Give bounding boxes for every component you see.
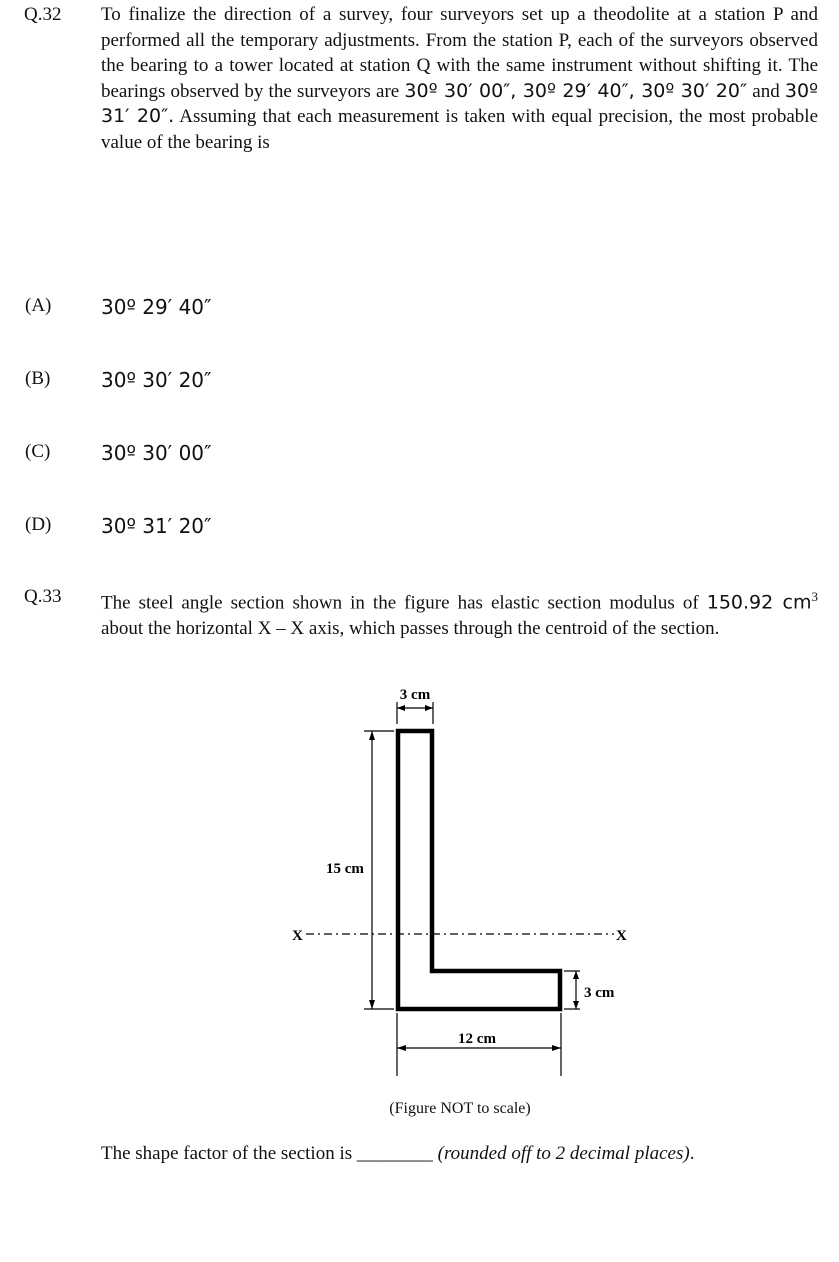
dim-flange-arrow-bottom — [573, 1001, 579, 1009]
dim-height-label: 15 cm — [326, 861, 364, 877]
axis-label-left: X — [292, 928, 303, 944]
dim-flange-arrow-top — [573, 971, 579, 979]
question-33-text-b: about the horizontal X – X axis, which passes through the centroid of the section. — [101, 617, 720, 639]
dim-width-label: 12 cm — [458, 1031, 496, 1047]
dim-top-arrow-left — [397, 705, 405, 711]
option-a-letter: (A) — [25, 295, 52, 316]
question-32-number: Q.32 — [24, 4, 62, 25]
dim-top-arrow-right — [425, 705, 433, 711]
option-a-value: 30º 29′ 40″ — [101, 295, 212, 319]
option-c-value: 30º 30′ 00″ — [101, 441, 212, 465]
answer-line — [101, 1143, 839, 1165]
question-32-bearings: 30º 30′ 00″, 30º 29′ 40″, 30º 30′ 20″ — [404, 79, 748, 102]
dim-width-arrow-left — [397, 1045, 406, 1051]
question-33-text-a: The steel angle section shown in the figure has elastic section modulus of — [101, 592, 699, 614]
figure-caption: (Figure NOT to scale) — [389, 1100, 531, 1117]
option-c-letter: (C) — [25, 441, 51, 462]
dim-top-label: 3 cm — [399, 687, 431, 703]
question-33-number: Q.33 — [24, 586, 62, 607]
option-b-value: 30º 30′ 20″ — [101, 368, 212, 392]
dim-top-3cm — [397, 702, 433, 724]
question-32-text-part2: Assuming that each measurement is taken with equal precision, the most probable value of the bearing is — [101, 106, 819, 153]
dim-width-arrow-right — [552, 1045, 561, 1051]
option-b-letter: (B) — [25, 368, 51, 389]
question-32-bearing-last: 30º 31′ 20″. — [101, 79, 819, 127]
dim-height-arrow-top — [369, 731, 375, 740]
answer-prefix: The shape factor of the section is — [101, 1143, 353, 1164]
modulus-exponent: 3 — [811, 589, 818, 604]
axis-label-right: X — [616, 928, 627, 944]
question-32-and: and — [752, 80, 780, 102]
question-32-text-part1: To finalize the direction of a survey, four surveyors set up a theodolite at a station P and performed all the temporary adjustments. From the station P, each of the surveyors observed the bearing to a tower located at station Q with the same instrument without shifting it. The bearings observed by the surveyors are — [101, 4, 818, 102]
answer-suffix: . — [689, 1143, 695, 1164]
answer-blank[interactable]: ________ — [356, 1143, 433, 1164]
dim-height-arrow-bottom — [369, 1000, 375, 1009]
option-d-value: 30º 31′ 20″ — [101, 514, 212, 538]
dim-flange-label: 3 cm — [584, 985, 615, 1001]
answer-note: (rounded off to 2 decimal places) — [437, 1143, 690, 1164]
option-d-letter: (D) — [25, 514, 52, 535]
modulus-value: 150.92 cm — [706, 591, 812, 614]
angle-section-outline — [398, 731, 560, 1009]
